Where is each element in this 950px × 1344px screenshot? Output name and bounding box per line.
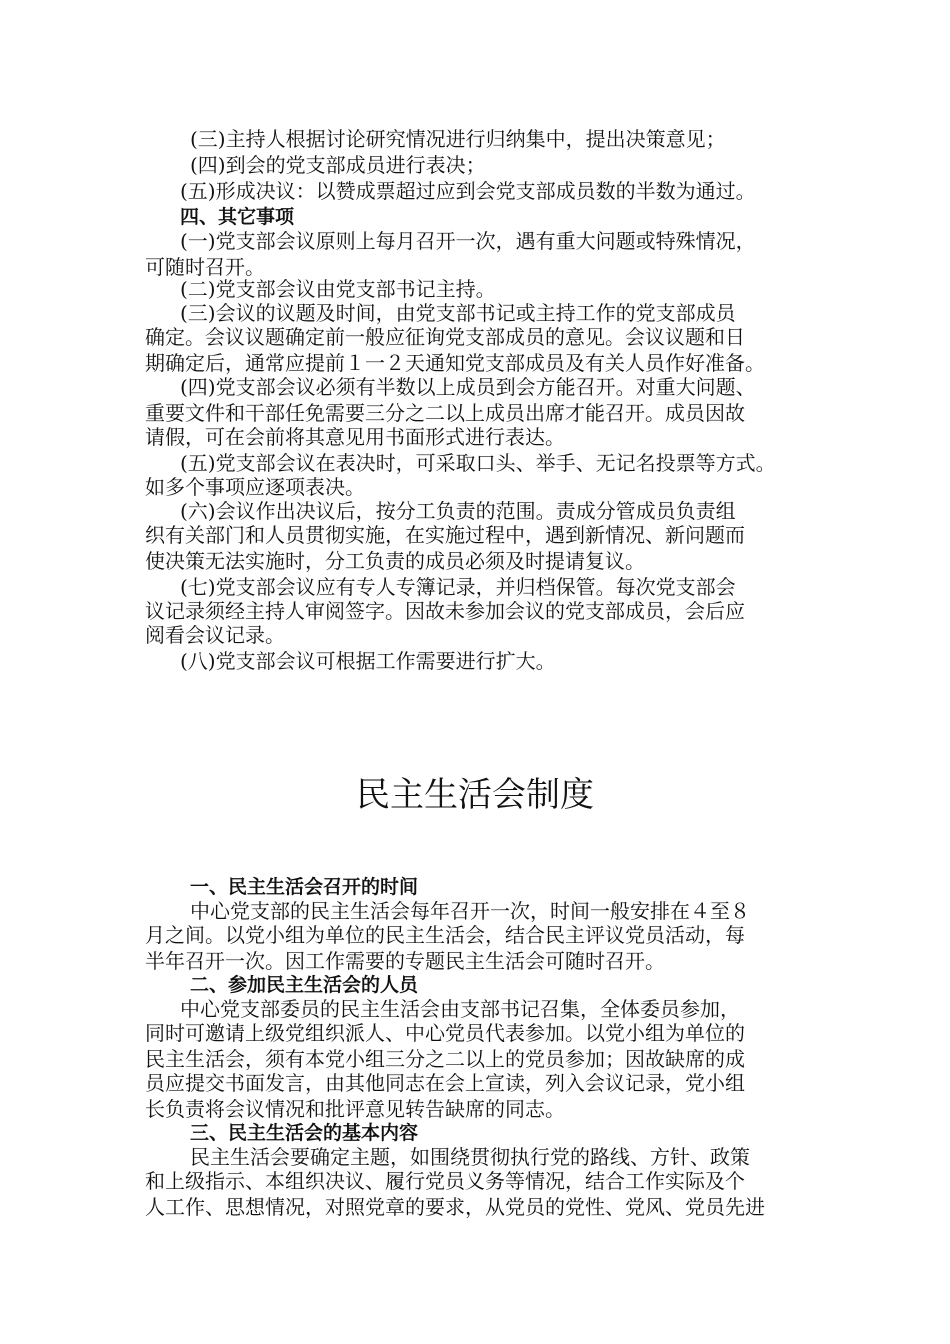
paragraph-line: 中心党支部的民主生活会每年召开一次，时间一般安排在４至８ [190,899,750,923]
paragraph-line: 和上级指示、本组织决议、履行党员义务等情况，结合工作实际及个 [145,1169,745,1193]
paragraph-line: 可随时召开。 [145,255,265,279]
paragraph-line: 民主生活会，须有本党小组三分之二以上的党员参加；因故缺席的成 [145,1047,745,1071]
paragraph-line: 重要文件和干部任免需要三分之二以上成员出席才能召开。成员因故 [145,401,745,425]
paragraph-line: 半年召开一次。因工作需要的专题民主生活会可随时召开。 [145,949,665,973]
paragraph-line: (五)形成决议：以赞成票超过应到会党支部成员数的半数为通过。 [180,179,756,203]
paragraph-line: 长负责将会议情况和批评意见转告缺席的同志。 [145,1097,565,1121]
paragraph-line: (二)党支部会议由党支部书记主持。 [180,277,496,301]
paragraph-line: (五)党支部会议在表决时，可采取口头、举手、无记名投票等方式。 [180,451,776,475]
paragraph-line: (一)党支部会议原则上每月召开一次，遇有重大问题或特殊情况， [180,229,756,253]
paragraph-line: 请假，可在会前将其意见用书面形式进行表达。 [145,425,565,449]
document-title: 民主生活会制度 [356,775,594,815]
paragraph-line: 期确定后，通常应提前１一２天通知党支部成员及有关人员作好准备。 [145,351,765,375]
section-heading-2: 二、参加民主生活会的人员 [190,974,419,996]
paragraph-line: 月之间。以党小组为单位的民主生活会，结合民主评议党员活动，每 [145,923,745,947]
paragraph-line: 阅看会议记录。 [145,623,285,647]
paragraph-line: 同时可邀请上级党组织派人、中心党员代表参加。以党小组为单位的 [145,1021,745,1045]
paragraph-line: 员应提交书面发言，由其他同志在会上宣读，列入会议记录，党小组 [145,1071,745,1095]
paragraph-line: (八)党支部会议可根据工作需要进行扩大。 [180,649,556,673]
section-heading-1: 一、民主生活会召开的时间 [190,876,419,898]
paragraph-line: 人工作、思想情况，对照党章的要求，从党员的党性、党风、党员先进 [145,1195,765,1219]
paragraph-line: (四)到会的党支部成员进行表决； [190,153,486,177]
paragraph-line: 使决策无法实施时，分工负责的成员必须及时提请复议。 [145,549,645,573]
section-heading-3: 三、民主生活会的基本内容 [190,1122,419,1144]
paragraph-line: 织有关部门和人员贯彻实施，在实施过程中，遇到新情况、新问题而 [145,523,745,547]
paragraph-line: (七)党支部会议应有专人专簿记录，并归档保管。每次党支部会 [180,575,736,599]
paragraph-line: 民主生活会要确定主题，如围绕贯彻执行党的路线、方针、政策 [190,1145,750,1169]
paragraph-line: 确定。会议议题确定前一般应征询党支部成员的意见。会议议题和日 [145,325,745,349]
paragraph-line: 如多个事项应逐项表决。 [145,475,365,499]
paragraph-line: 议记录须经主持人审阅签字。因故未参加会议的党支部成员，会后应 [145,599,745,623]
paragraph-line: (六)会议作出决议后，按分工负责的范围。责成分管成员负责组 [180,499,736,523]
paragraph-line: (四)党支部会议必须有半数以上成员到会方能召开。对重大问题、 [180,375,756,399]
paragraph-line: (三)主持人根据讨论研究情况进行归纳集中，提出决策意见； [190,127,726,151]
paragraph-line: 中心党支部委员的民主生活会由支部书记召集，全体委员参加， [180,997,740,1021]
section-heading-4: 四、其它事项 [180,206,295,228]
paragraph-line: (三)会议的议题及时间，由党支部书记或主持工作的党支部成员 [180,301,736,325]
